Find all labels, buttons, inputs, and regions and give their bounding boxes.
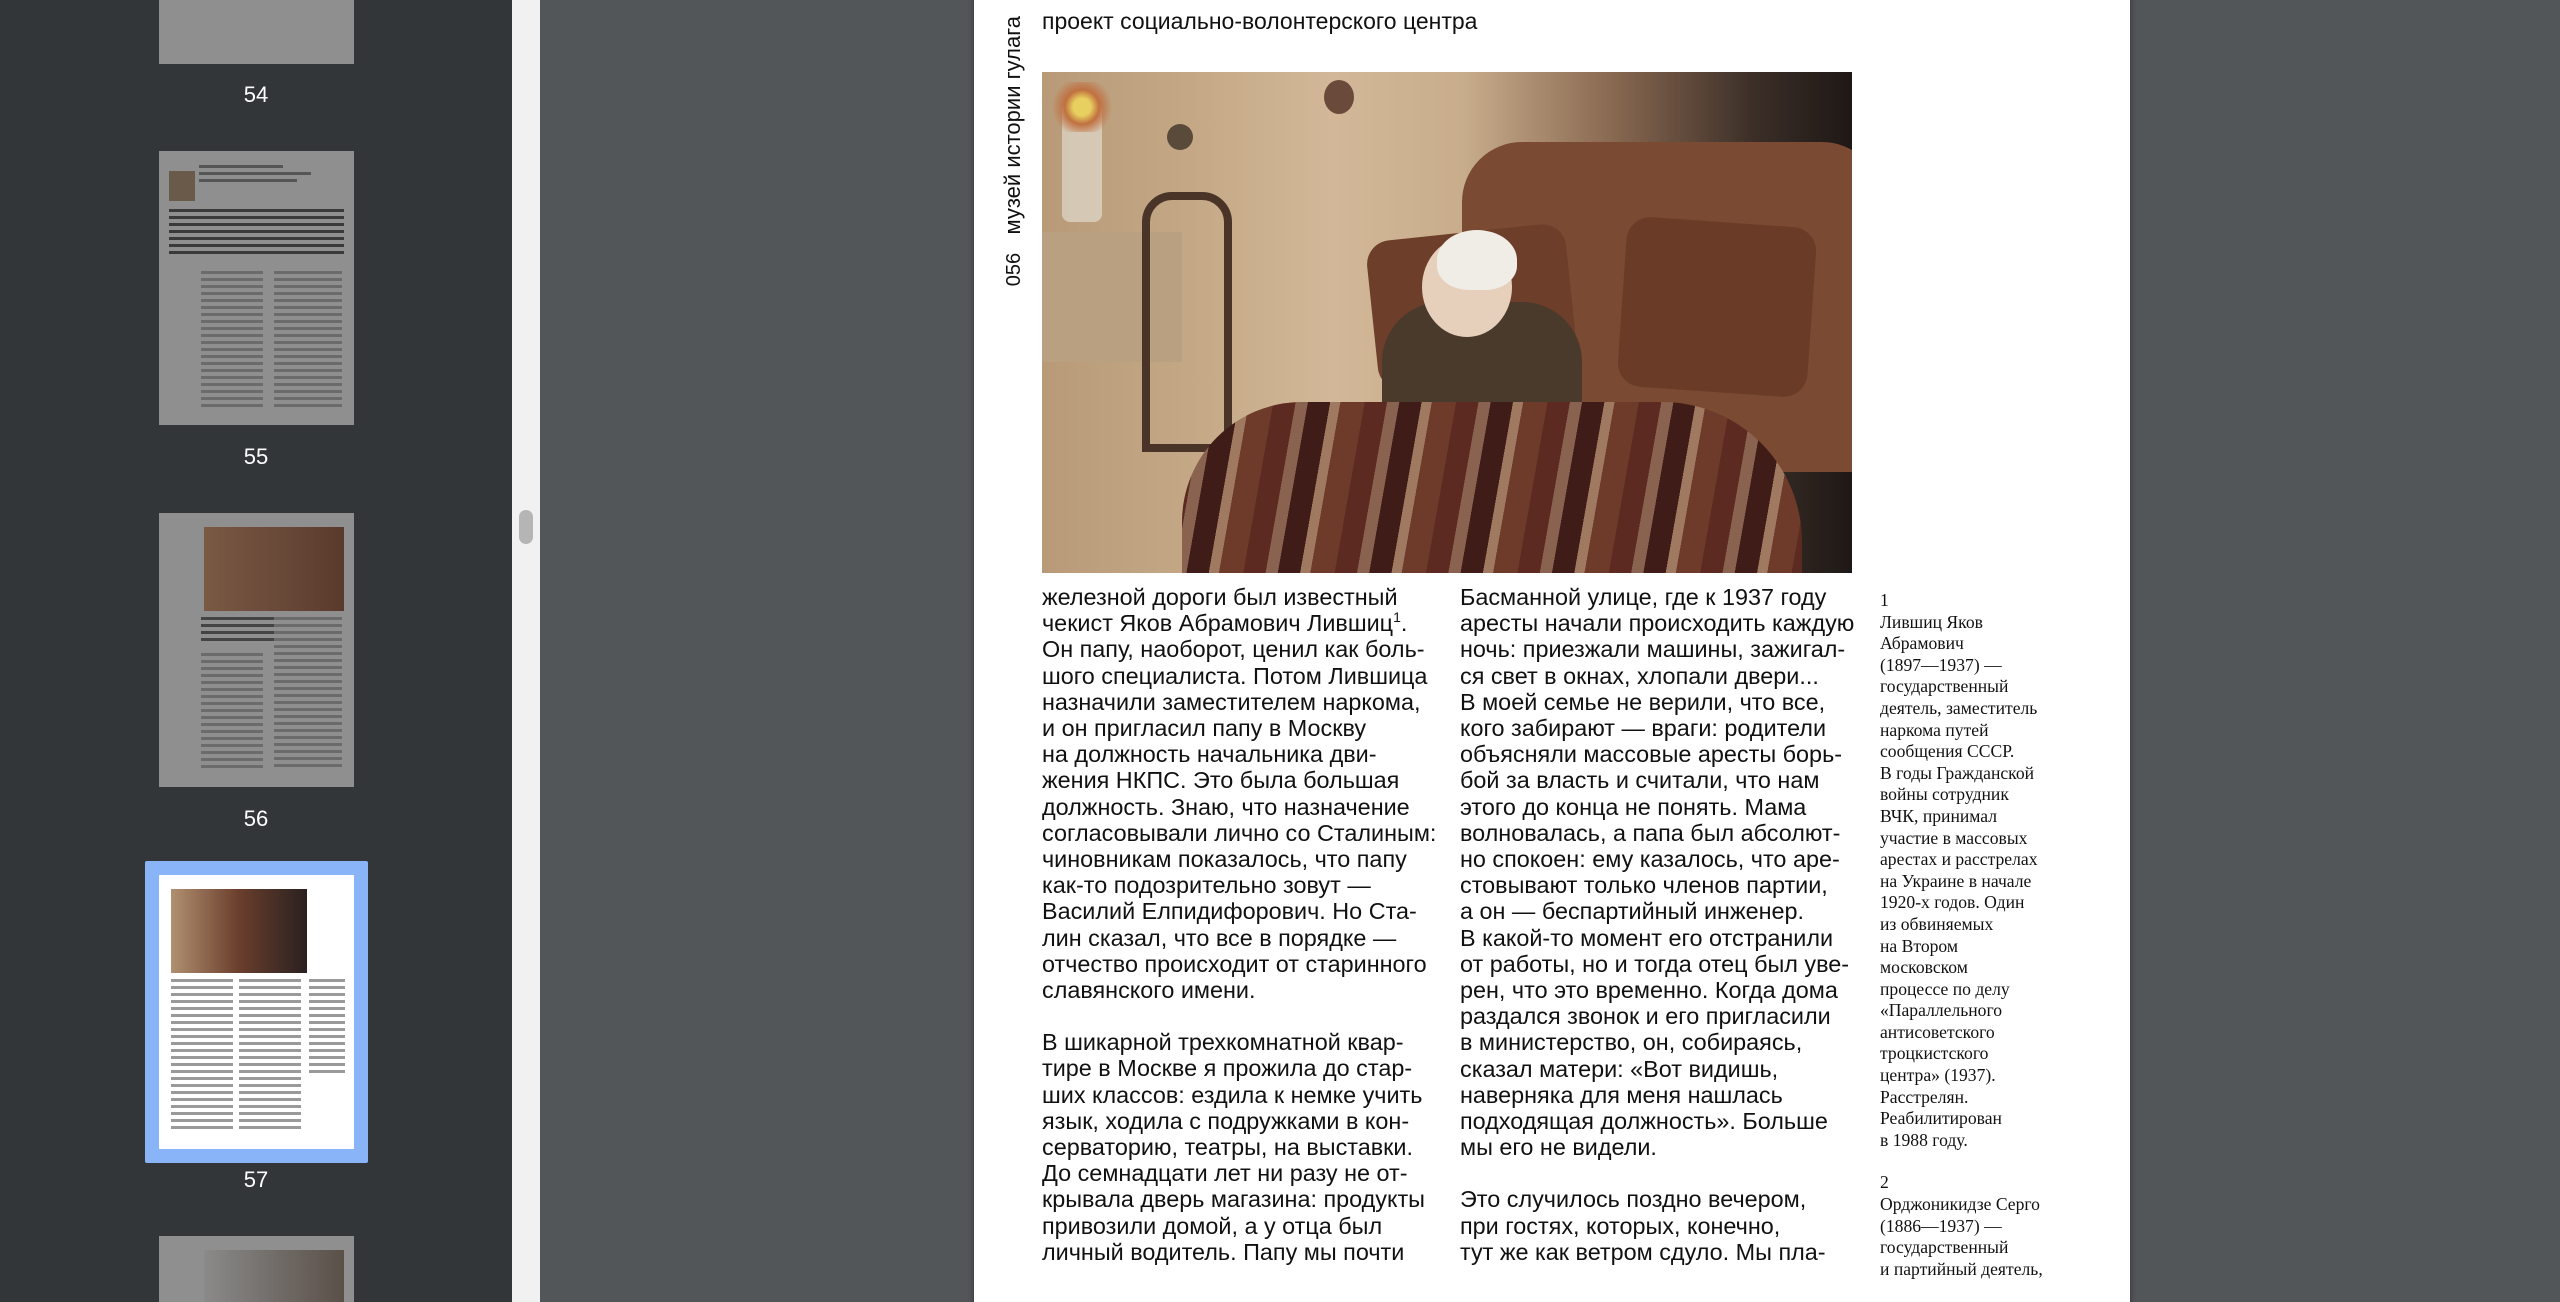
footnote-line: на Втором [1880,935,1959,956]
thumbnail-image[interactable] [159,875,354,1149]
text-line: тут же как ветром сдуло. Мы пла- [1460,1238,1826,1265]
thumbnail-image[interactable] [159,513,354,787]
text-line: наверняка для меня нашлась [1460,1081,1783,1108]
footnote-line: в 1988 году. [1880,1129,1968,1150]
footnote-number: 1 [1880,590,1889,610]
text-line: ночь: приезжали машины, зажигал- [1460,636,1846,663]
footnote-line: государственный [1880,1237,2009,1258]
text-line: рен, что это временно. Когда дома [1460,977,1838,1004]
text-line: раздался звонок и его пригласили [1460,1003,1831,1030]
text-line: ших классов: ездила к немке учить [1042,1081,1423,1108]
photo-flowers [1047,82,1117,132]
text-line: В шикарной трехкомнатной квар- [1042,1029,1404,1056]
thumbnail-text-block [201,271,263,411]
text-line: на должность начальника дви- [1042,741,1377,768]
footnote-line: 1920-х годов. Один [1880,892,2025,913]
footnote-line: участие в массовых [1880,827,2028,848]
thumbnail-text-block [201,617,281,645]
footnote-line: Расстрелян. [1880,1086,1969,1107]
text-line: при гостях, которых, конечно, [1460,1212,1781,1239]
text-line: тире в Москве я прожила до стар- [1042,1055,1413,1082]
footnote-line: Лившиц Яков [1880,611,1983,632]
text-line: крывала дверь магазина: продукты [1042,1186,1425,1213]
text-line: ся свет в окнах, хлопали двери... [1460,662,1819,689]
thumbnail-image[interactable] [159,0,354,64]
text-line: До семнадцати лет ни разу не от- [1042,1160,1408,1187]
thumbnail-image[interactable] [159,151,354,425]
footnote-line: центра» (1937). [1880,1065,1996,1086]
footnotes-column [1880,590,2080,1280]
photo-cushion [1616,216,1817,399]
thumbnail-photo [171,889,307,973]
paragraph-gap [1460,1160,1860,1186]
footnote-gap [1880,1151,2080,1172]
footnote-line: антисоветского [1880,1021,1995,1042]
footnote-line: государственный [1880,676,2009,697]
text-line: чекист Яков Абрамович Лившиц$^1$. [1042,609,1408,637]
thumbnail-label: 55 [243,444,269,469]
thumbnail-label: 57 [243,1167,269,1192]
thumbnail-text-block [169,209,344,258]
text-line: личный водитель. Папу мы почти [1042,1238,1405,1265]
thumbnail-text-block [274,271,342,411]
thumbnail-label: 56 [243,806,269,831]
thumbnail-label: 54 [243,82,269,107]
footnote-line: сообщения СССР. [1880,741,2015,762]
text-line: железной дороги был известный [1042,584,1398,610]
text-line: шого специалиста. Потом Лившица [1042,662,1428,689]
text-line: привозили домой, а у отца был [1042,1212,1383,1239]
footnote-line: В годы Гражданской [1880,762,2035,783]
footnote-line: из обвиняемых [1880,913,1994,934]
photo-blanket [1182,402,1802,573]
text-line: и он пригласил папу в Москву [1042,715,1367,742]
footnote-line: арестах и расстрелах [1880,849,2038,870]
footnote-line: процессе по делу [1880,978,2010,999]
footnote-line: Абрамович [1880,633,1964,654]
thumbnail-text-block [201,653,263,772]
footnote-number: 2 [1880,1172,1889,1193]
text-line: отчество происходит от старинного [1042,950,1427,977]
text-line: мы его не видели. [1460,1134,1657,1161]
text-line: Басманной улице, где к 1937 году [1460,584,1827,610]
photo-person-hair [1437,230,1517,290]
thumbnail-text-block [274,617,342,771]
text-line: назначили заместителем наркома, [1042,688,1421,715]
paragraph-gap [1042,1003,1442,1029]
photo-wall-plate [1324,80,1354,114]
thumbnail-image[interactable] [159,1236,354,1302]
thumbnail-photo [204,527,344,611]
text-line: а он — беспартийный инженер. [1460,898,1805,925]
footnote-line: ВЧК, принимал [1880,805,1998,826]
footnote-line: на Украине в начале [1880,870,2032,891]
text-line: чиновникам показалось, что папу [1042,846,1407,873]
footnote-line: (1886—1937) — [1880,1215,2002,1236]
footnote-line: деятель, заместитель [1880,697,2038,718]
article-photo [1042,72,1852,573]
thumbnail-text-block [239,979,301,1133]
footnote-line: троцкистского [1880,1043,1989,1064]
footnote-line: московском [1880,957,1968,978]
text-line: В какой-то момент его отстранили [1460,924,1834,951]
text-line: жения НКПС. Это была большая [1042,767,1400,794]
text-line: язык, ходила с подружками в кон- [1042,1107,1410,1134]
text-line: аресты начали происходить каждую [1460,610,1855,637]
text-line: как-то подозрительно зовут — [1042,872,1371,899]
side-title: музей истории гулага [1000,16,1025,235]
text-line: волновалась, а папа был абсолют- [1460,819,1841,846]
text-line: лин сказал, что все в порядке — [1042,924,1397,951]
document-viewer[interactable] [540,0,2560,1302]
article-column-2 [1460,584,1860,1265]
thumbnail-photo [204,1250,344,1302]
text-line: В моей семье не верили, что все, [1460,688,1826,715]
sidebar-resize-handle[interactable] [512,0,540,1302]
text-line: Василий Елпидифорович. Но Ста- [1042,898,1417,925]
text-line: Он папу, наоборот, ценил как боль- [1042,636,1425,663]
text-line: объясняли массовые аресты борь- [1460,741,1843,768]
text-line: согласовывали лично со Сталиным: [1042,819,1437,846]
photo-chair [1142,192,1232,452]
thumbnail-text-block [309,979,345,1077]
thumbnail-text-block [199,165,339,186]
thumbnail-text-block [171,979,233,1133]
page-number: 056 [1003,252,1025,287]
text-line: подходящая должность». Больше [1460,1108,1828,1135]
thumbnail-portrait [169,171,195,201]
running-head: проект социально-волонтерского центра [1042,8,1478,34]
footnote-line: (1897—1937) — [1880,654,2002,675]
text-line: но спокоен: ему казалось, что аре- [1460,846,1840,873]
text-line: от работы, но и тогда отец был уве- [1460,950,1850,977]
footnote-line: войны сотрудник [1880,784,2009,805]
footnote-line: и партийный деятель, [1880,1258,2043,1279]
text-line: стовывают только членов партии, [1460,872,1828,899]
text-line: должность. Знаю, что назначение [1042,793,1410,820]
footnote-ref[interactable]: 1 [1393,609,1401,626]
text-line: сказал матери: «Вот видишь, [1460,1055,1779,1082]
pdf-page [974,0,2130,1302]
footnote-line: «Параллельного [1880,1000,2003,1021]
resize-grip-icon[interactable] [519,510,533,544]
text-line: славянского имени. [1042,977,1256,1004]
text-line: серваторию, театры, на выставки. [1042,1134,1413,1161]
footnote-line: Реабилитирован [1880,1108,2002,1129]
text-line: этого до конца не понять. Мама [1460,793,1807,820]
text-line: бой за власть и считали, что нам [1460,767,1820,794]
thumbnail-sidebar [0,0,512,1302]
text-line: кого забирают — враги: родители [1460,715,1827,742]
text-line: Это случилось поздно вечером, [1460,1186,1807,1213]
photo-wall-plate [1167,124,1193,150]
footnote-line: наркома путей [1880,719,1989,740]
text-line: в министерство, он, собираясь, [1460,1029,1803,1056]
vertical-side-title [1000,16,1030,316]
footnote-line: Орджоникидзе Серго [1880,1194,2040,1215]
article-column-1 [1042,584,1442,1265]
